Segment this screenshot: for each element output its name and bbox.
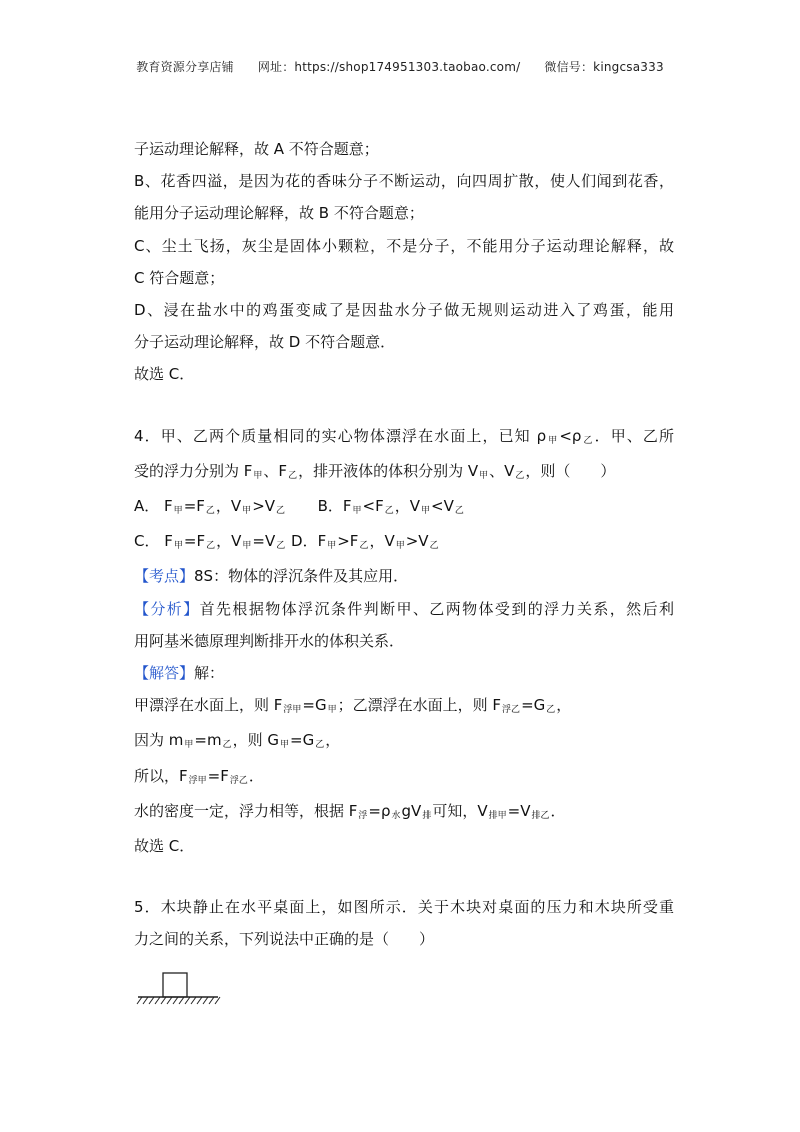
subscript: 甲	[479, 470, 489, 481]
subscript: 甲	[280, 740, 290, 751]
subscript: 乙	[384, 506, 394, 517]
text: =G	[290, 731, 315, 750]
q5-stem-line-1: 5．木块静止在水平桌面上，如图所示．关于木块对桌面的压力和木块所受重	[134, 898, 674, 917]
q4-jieda	[134, 657, 674, 689]
subscript: 乙	[288, 470, 298, 481]
option-d	[291, 532, 440, 550]
q4-solution-1	[134, 689, 674, 724]
subscript: 甲	[352, 506, 362, 517]
subscript: 甲	[547, 435, 559, 446]
subscript: 乙	[515, 470, 525, 481]
option-c	[134, 532, 286, 550]
block-on-table-figure	[134, 970, 674, 1021]
q3-answer: 故选 C．	[134, 365, 195, 384]
q3-line-1: 子运动理论解释，故 A 不符合题意；	[134, 140, 379, 158]
subscript: 排甲	[488, 810, 507, 821]
q3-line-2: B、花香四溢，是因为花的香味分子不断运动，向四周扩散，使人们闻到花香，	[134, 172, 674, 191]
q5-stem-line-2: 力之间的关系，下列说法中正确的是（ ）	[134, 930, 435, 949]
text: ，V	[216, 532, 242, 551]
subscript: 甲	[184, 740, 194, 751]
text: 、F	[263, 461, 288, 480]
subscript: 甲	[242, 541, 252, 552]
kaodian-tag: 【考点】	[134, 567, 195, 586]
subscript: 甲	[242, 506, 252, 517]
subscript: 浮乙	[229, 775, 248, 786]
subscript: 乙	[454, 506, 464, 517]
q4-solution-4	[134, 795, 674, 830]
text: A． F	[134, 497, 173, 516]
text: D．F	[291, 532, 327, 551]
text: ，V	[215, 497, 242, 516]
text: =F	[183, 532, 206, 551]
text: ．甲、乙所	[594, 426, 674, 445]
jieda-tag: 【解答】	[134, 664, 195, 683]
subscript: 浮甲	[188, 775, 207, 786]
text: <V	[431, 497, 454, 516]
subscript: 乙	[315, 740, 325, 751]
text: ，则（ ）	[525, 461, 616, 480]
text: gV	[401, 801, 422, 820]
fenxi-tag: 【分析】	[134, 599, 200, 618]
wood-block	[163, 973, 187, 997]
subscript: 甲	[395, 541, 405, 552]
subscript: 乙	[582, 435, 594, 446]
subscript: 乙	[359, 541, 369, 552]
text: >V	[252, 497, 276, 516]
block-diagram	[134, 970, 224, 1010]
text: =F	[207, 766, 229, 785]
document-body	[134, 133, 674, 1021]
text: 所以，F	[134, 766, 188, 785]
kaodian-text: 8S：物体的浮沉条件及其应用．	[194, 567, 409, 586]
subscript: 乙	[222, 740, 232, 751]
text: =G	[521, 696, 546, 715]
subscript: 浮乙	[502, 705, 521, 716]
q4-stem-line-1	[134, 420, 674, 455]
text: ，V	[369, 532, 395, 551]
subscript: 甲	[253, 470, 263, 481]
subscript: 乙	[546, 705, 556, 716]
text: ，排开液体的体积分别为 V	[298, 461, 479, 480]
q4-kaodian	[134, 560, 674, 592]
page-header	[0, 58, 800, 75]
subscript: 甲	[173, 506, 183, 517]
text: C． F	[134, 532, 173, 551]
text: =F	[183, 497, 205, 516]
text: B．F	[317, 497, 352, 516]
q3-line-5: C 符合题意；	[134, 268, 225, 287]
text: 可知，V	[432, 801, 488, 820]
q3-line-6: D、浸在盐水中的鸡蛋变咸了是因盐水分子做无规则运动进入了鸡蛋，能用	[134, 301, 674, 320]
q4-solution-3	[134, 760, 674, 795]
q4-options-cd	[134, 525, 674, 560]
text: ，	[556, 696, 572, 715]
text: >V	[405, 532, 429, 551]
subscript: 乙	[276, 541, 286, 552]
q4-answer: 故选 C．	[134, 837, 195, 856]
q3-line-7: 分子运动理论解释，故 D 不符合题意．	[134, 333, 396, 352]
text: =m	[194, 731, 222, 750]
text: =V	[252, 532, 276, 551]
subscript: 乙	[429, 541, 439, 552]
subscript: 甲	[327, 541, 337, 552]
text: ，	[325, 731, 341, 750]
text: ，V	[394, 497, 421, 516]
q4-solution-2	[134, 724, 674, 759]
q3-line-4: C、尘土飞扬，灰尘是固体小颗粒，不是分子，不能用分子运动理论解释，故	[134, 236, 674, 255]
subscript: 乙	[206, 541, 216, 552]
subscript: 水	[391, 810, 401, 821]
table-hatching	[137, 997, 220, 1004]
q3-line-3: 能用分子运动理论解释，故 B 不符合题意；	[134, 204, 424, 223]
subscript: 浮	[358, 810, 368, 821]
jieda-text: 解：	[194, 664, 225, 683]
option-b	[318, 497, 465, 515]
text: ．	[248, 766, 264, 785]
fenxi-text: 首先根据物体浮沉条件判断甲、乙两物体受到的浮力关系，然后利	[199, 599, 674, 618]
text: =G	[302, 696, 327, 715]
text: 4．甲、乙两个质量相同的实心物体漂浮在水面上，已知 ρ	[134, 426, 547, 445]
text: 因为 m	[134, 731, 184, 750]
header-url: 网址：https://shop174951303.taobao.com/	[257, 60, 521, 74]
text: =ρ	[368, 801, 391, 820]
q4-fenxi-line-1	[134, 593, 674, 625]
q4-stem-line-2	[134, 455, 674, 490]
text: <ρ	[559, 426, 582, 445]
text: 受的浮力分别为 F	[134, 461, 253, 480]
subscript: 浮甲	[283, 705, 302, 716]
q4-fenxi-line-2: 用阿基米德原理判断排开水的体积关系．	[134, 631, 405, 650]
text: <F	[362, 497, 384, 516]
subscript: 排乙	[531, 810, 550, 821]
subscript: 甲	[327, 705, 337, 716]
subscript: 甲	[173, 541, 183, 552]
text: ，则 G	[232, 731, 280, 750]
text: ．	[550, 801, 566, 820]
option-a	[134, 497, 286, 515]
text: 水的密度一定，浮力相等，根据 F	[134, 801, 358, 820]
subscript: 甲	[421, 506, 431, 517]
text: >F	[337, 532, 359, 551]
subscript: 排	[422, 810, 432, 821]
text: ；乙漂浮在水面上，则 F	[337, 696, 502, 715]
text: =V	[507, 801, 531, 820]
q4-options-ab	[134, 490, 674, 525]
subscript: 乙	[276, 506, 286, 517]
text: 甲漂浮在水面上，则 F	[134, 696, 283, 715]
subscript: 乙	[205, 506, 215, 517]
text: 、V	[489, 461, 515, 480]
header-shop: 教育资源分享店铺	[136, 60, 234, 74]
header-wechat: 微信号：kingcsa333	[544, 60, 664, 74]
